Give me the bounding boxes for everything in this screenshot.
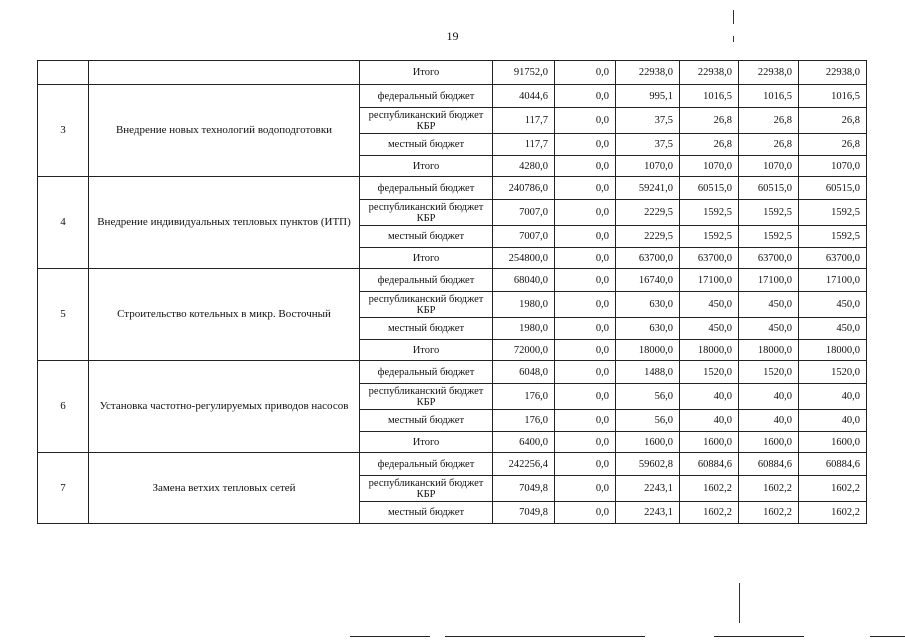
budget-table-container xyxy=(37,60,867,524)
amount-cell: 0,0 xyxy=(555,361,616,384)
amount-cell: 1600,0 xyxy=(739,432,799,453)
amount-cell: 68040,0 xyxy=(493,269,555,292)
amount-cell: 450,0 xyxy=(739,292,799,318)
amount-cell: 26,8 xyxy=(739,108,799,134)
row-number: 6 xyxy=(38,361,89,453)
amount-cell: 1592,5 xyxy=(680,200,739,226)
funding-source: местный бюджет xyxy=(360,502,493,524)
funding-source: республиканский бюджет КБР xyxy=(360,200,493,226)
scan-mark xyxy=(733,36,734,42)
amount-cell: 60515,0 xyxy=(799,177,867,200)
funding-source: федеральный бюджет xyxy=(360,177,493,200)
amount-cell: 37,5 xyxy=(616,134,680,156)
amount-cell: 18000,0 xyxy=(739,340,799,361)
amount-cell: 1488,0 xyxy=(616,361,680,384)
amount-cell: 450,0 xyxy=(680,318,739,340)
amount-cell: 26,8 xyxy=(680,108,739,134)
funding-source: федеральный бюджет xyxy=(360,453,493,476)
amount-cell: 1602,2 xyxy=(680,476,739,502)
amount-cell: 60884,6 xyxy=(680,453,739,476)
amount-cell: 26,8 xyxy=(739,134,799,156)
measure-name: Внедрение индивидуальных тепловых пунктов (ИТП) xyxy=(89,177,360,269)
amount-cell: 254800,0 xyxy=(493,248,555,269)
table-row xyxy=(38,177,867,200)
amount-cell: 22938,0 xyxy=(680,61,739,85)
amount-cell: 56,0 xyxy=(616,384,680,410)
amount-cell: 0,0 xyxy=(555,432,616,453)
amount-cell: 40,0 xyxy=(739,410,799,432)
measure-name xyxy=(89,61,360,85)
funding-source: Итого xyxy=(360,432,493,453)
amount-cell: 1016,5 xyxy=(680,85,739,108)
funding-source: республиканский бюджет КБР xyxy=(360,292,493,318)
amount-cell: 2229,5 xyxy=(616,226,680,248)
amount-cell: 40,0 xyxy=(680,410,739,432)
amount-cell: 1980,0 xyxy=(493,292,555,318)
amount-cell: 450,0 xyxy=(680,292,739,318)
row-number: 3 xyxy=(38,85,89,177)
amount-cell: 40,0 xyxy=(799,410,867,432)
amount-cell: 40,0 xyxy=(739,384,799,410)
amount-cell: 117,7 xyxy=(493,108,555,134)
funding-source: республиканский бюджет КБР xyxy=(360,108,493,134)
amount-cell: 60884,6 xyxy=(799,453,867,476)
amount-cell: 1602,2 xyxy=(739,476,799,502)
scan-line xyxy=(445,636,645,637)
amount-cell: 6400,0 xyxy=(493,432,555,453)
amount-cell: 0,0 xyxy=(555,384,616,410)
amount-cell: 1592,5 xyxy=(680,226,739,248)
amount-cell: 242256,4 xyxy=(493,453,555,476)
amount-cell: 2243,1 xyxy=(616,502,680,524)
amount-cell: 59241,0 xyxy=(616,177,680,200)
amount-cell: 0,0 xyxy=(555,156,616,177)
page-number: 19 xyxy=(446,29,459,43)
measure-name: Внедрение новых технологий водоподготовки xyxy=(89,85,360,177)
funding-source: местный бюджет xyxy=(360,410,493,432)
amount-cell: 60884,6 xyxy=(739,453,799,476)
amount-cell: 18000,0 xyxy=(680,340,739,361)
amount-cell: 91752,0 xyxy=(493,61,555,85)
amount-cell: 450,0 xyxy=(739,318,799,340)
amount-cell: 1602,2 xyxy=(739,502,799,524)
scan-line xyxy=(714,636,804,637)
amount-cell: 117,7 xyxy=(493,134,555,156)
amount-cell: 17100,0 xyxy=(739,269,799,292)
measure-name: Строительство котельных в микр. Восточный xyxy=(89,269,360,361)
amount-cell: 0,0 xyxy=(555,61,616,85)
amount-cell: 4280,0 xyxy=(493,156,555,177)
table-row xyxy=(38,361,867,384)
amount-cell: 17100,0 xyxy=(680,269,739,292)
amount-cell: 1592,5 xyxy=(799,226,867,248)
row-number: 4 xyxy=(38,177,89,269)
scan-mark xyxy=(733,10,734,24)
funding-source: федеральный бюджет xyxy=(360,361,493,384)
amount-cell: 18000,0 xyxy=(799,340,867,361)
row-number: 7 xyxy=(38,453,89,524)
amount-cell: 1070,0 xyxy=(799,156,867,177)
amount-cell: 1980,0 xyxy=(493,318,555,340)
amount-cell: 0,0 xyxy=(555,318,616,340)
amount-cell: 0,0 xyxy=(555,340,616,361)
table-row xyxy=(38,61,867,85)
amount-cell: 176,0 xyxy=(493,410,555,432)
amount-cell: 37,5 xyxy=(616,108,680,134)
funding-source: местный бюджет xyxy=(360,134,493,156)
funding-source: республиканский бюджет КБР xyxy=(360,476,493,502)
amount-cell: 0,0 xyxy=(555,134,616,156)
amount-cell: 63700,0 xyxy=(680,248,739,269)
funding-source: местный бюджет xyxy=(360,318,493,340)
amount-cell: 0,0 xyxy=(555,108,616,134)
amount-cell: 176,0 xyxy=(493,384,555,410)
funding-source: местный бюджет xyxy=(360,226,493,248)
funding-source: федеральный бюджет xyxy=(360,269,493,292)
funding-source: Итого xyxy=(360,156,493,177)
amount-cell: 22938,0 xyxy=(616,61,680,85)
amount-cell: 0,0 xyxy=(555,248,616,269)
amount-cell: 630,0 xyxy=(616,292,680,318)
amount-cell: 1016,5 xyxy=(739,85,799,108)
amount-cell: 1600,0 xyxy=(799,432,867,453)
table-row xyxy=(38,85,867,108)
amount-cell: 1592,5 xyxy=(739,200,799,226)
amount-cell: 1520,0 xyxy=(799,361,867,384)
amount-cell: 0,0 xyxy=(555,85,616,108)
amount-cell: 26,8 xyxy=(799,134,867,156)
amount-cell: 22938,0 xyxy=(739,61,799,85)
amount-cell: 0,0 xyxy=(555,177,616,200)
table-row xyxy=(38,453,867,476)
measure-name: Замена ветхих тепловых сетей xyxy=(89,453,360,524)
amount-cell: 40,0 xyxy=(680,384,739,410)
amount-cell: 0,0 xyxy=(555,502,616,524)
amount-cell: 0,0 xyxy=(555,410,616,432)
scan-mark xyxy=(739,583,740,623)
amount-cell: 630,0 xyxy=(616,318,680,340)
amount-cell: 450,0 xyxy=(799,318,867,340)
amount-cell: 0,0 xyxy=(555,292,616,318)
table-body xyxy=(38,61,867,524)
amount-cell: 450,0 xyxy=(799,292,867,318)
row-number xyxy=(38,61,89,85)
amount-cell: 7007,0 xyxy=(493,226,555,248)
table-row xyxy=(38,269,867,292)
amount-cell: 0,0 xyxy=(555,476,616,502)
amount-cell: 63700,0 xyxy=(616,248,680,269)
amount-cell: 18000,0 xyxy=(616,340,680,361)
funding-source: республиканский бюджет КБР xyxy=(360,384,493,410)
amount-cell: 22938,0 xyxy=(799,61,867,85)
amount-cell: 1520,0 xyxy=(739,361,799,384)
scan-line xyxy=(350,636,430,637)
amount-cell: 995,1 xyxy=(616,85,680,108)
amount-cell: 6048,0 xyxy=(493,361,555,384)
amount-cell: 60515,0 xyxy=(739,177,799,200)
funding-source: Итого xyxy=(360,340,493,361)
amount-cell: 17100,0 xyxy=(799,269,867,292)
amount-cell: 26,8 xyxy=(680,134,739,156)
funding-source: Итого xyxy=(360,248,493,269)
amount-cell: 0,0 xyxy=(555,269,616,292)
amount-cell: 2229,5 xyxy=(616,200,680,226)
amount-cell: 1016,5 xyxy=(799,85,867,108)
amount-cell: 16740,0 xyxy=(616,269,680,292)
amount-cell: 240786,0 xyxy=(493,177,555,200)
amount-cell: 1600,0 xyxy=(680,432,739,453)
amount-cell: 1602,2 xyxy=(799,476,867,502)
amount-cell: 1602,2 xyxy=(680,502,739,524)
row-number: 5 xyxy=(38,269,89,361)
amount-cell: 1520,0 xyxy=(680,361,739,384)
amount-cell: 26,8 xyxy=(799,108,867,134)
measure-name: Установка частотно-регулируемых приводов насосов xyxy=(89,361,360,453)
amount-cell: 60515,0 xyxy=(680,177,739,200)
amount-cell: 59602,8 xyxy=(616,453,680,476)
amount-cell: 2243,1 xyxy=(616,476,680,502)
scan-line xyxy=(870,636,905,637)
amount-cell: 0,0 xyxy=(555,200,616,226)
amount-cell: 63700,0 xyxy=(739,248,799,269)
funding-source: Итого xyxy=(360,61,493,85)
amount-cell: 40,0 xyxy=(799,384,867,410)
amount-cell: 1070,0 xyxy=(616,156,680,177)
amount-cell: 7007,0 xyxy=(493,200,555,226)
amount-cell: 1602,2 xyxy=(799,502,867,524)
amount-cell: 7049,8 xyxy=(493,476,555,502)
amount-cell: 0,0 xyxy=(555,226,616,248)
amount-cell: 72000,0 xyxy=(493,340,555,361)
amount-cell: 7049,8 xyxy=(493,502,555,524)
amount-cell: 1592,5 xyxy=(799,200,867,226)
amount-cell: 1070,0 xyxy=(680,156,739,177)
funding-source: федеральный бюджет xyxy=(360,85,493,108)
budget-table xyxy=(37,60,867,524)
amount-cell: 56,0 xyxy=(616,410,680,432)
amount-cell: 63700,0 xyxy=(799,248,867,269)
amount-cell: 1070,0 xyxy=(739,156,799,177)
amount-cell: 0,0 xyxy=(555,453,616,476)
amount-cell: 4044,6 xyxy=(493,85,555,108)
amount-cell: 1592,5 xyxy=(739,226,799,248)
amount-cell: 1600,0 xyxy=(616,432,680,453)
